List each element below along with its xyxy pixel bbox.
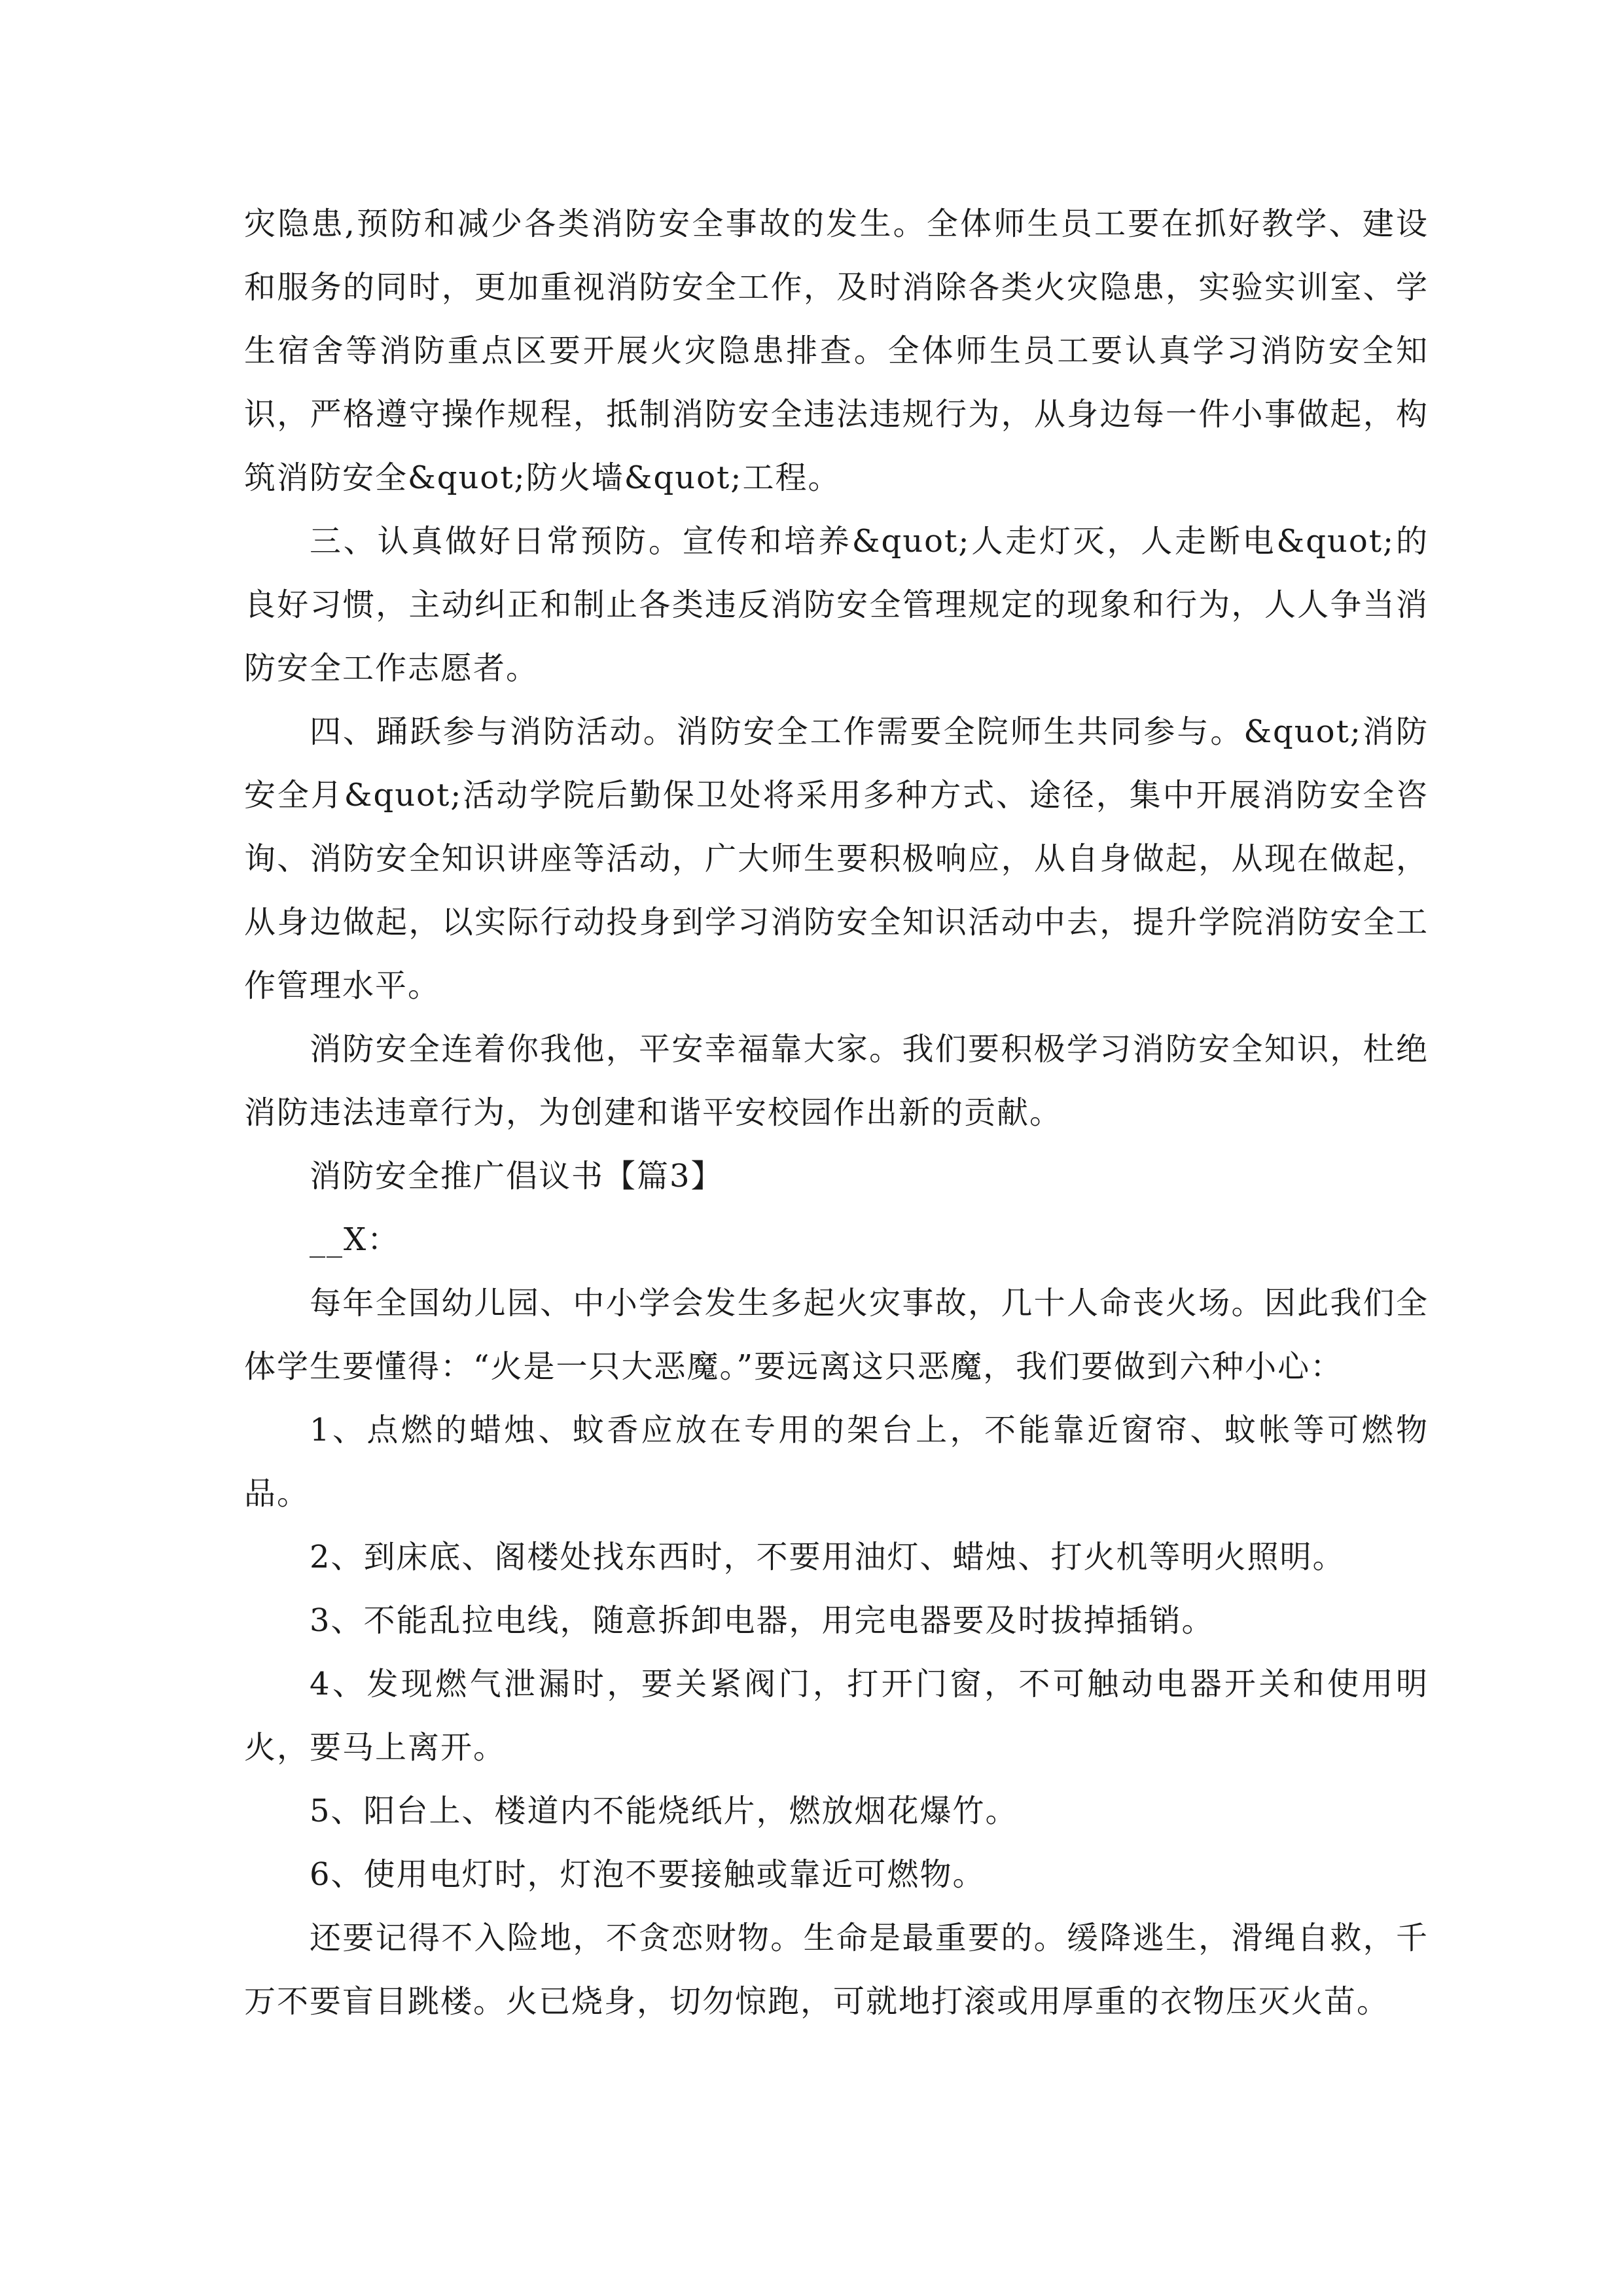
list-item: 5、阳台上、楼道内不能烧纸片，燃放烟花爆竹。 (310, 1793, 1018, 1829)
list-item: 3、不能乱拉电线，随意拆卸电器，用完电器要及时拔掉插销。 (310, 1602, 1215, 1639)
paragraph-closing: 消防安全连着你我他，平安幸福靠大家。我们要积极学习消防安全知识，杜绝消防违法违章行为，为创建和谐平安校园作出新的贡献。 (244, 1031, 1429, 1131)
document-body (244, 192, 1429, 2034)
list-item: 6、使用电灯时，灯泡不要接触或靠近可燃物。 (310, 1856, 986, 1893)
paragraph-continued: 灾隐患,预防和减少各类消防安全事故的发生。全体师生员工要在抓好教学、建设和服务的同时，更加重视消防安全工作，及时消除各类火灾隐患，实验实训室、学生宿舍等消防重点区要开展火灾隐患排查。全体师生员工要认真学习消防安全知识，严格遵守操作规程，抵制消防安全违法违规行为，从身边每一件小事做起，构筑消防安全&quot;防火墙&quot;工程。 (244, 206, 1429, 496)
paragraph-final: 还要记得不入险地，不贪恋财物。生命是最重要的。缓降逃生，滑绳自救，千万不要盲目跳楼。火已烧身，切勿惊跑，可就地打滚或用厚重的衣物压灭火苗。 (244, 1920, 1429, 2020)
list-item: 1、点燃的蜡烛、蚊香应放在专用的架台上，不能靠近窗帘、蚊帐等可燃物品。 (244, 1412, 1429, 1512)
list-item: 2、到床底、阁楼处找东西时，不要用油灯、蜡烛、打火机等明火照明。 (310, 1539, 1346, 1575)
paragraph-point-three: 三、认真做好日常预防。宣传和培养&quot;人走灯灭，人走断电&quot;的良好习惯，主动纠正和制止各类违反消防安全管理规定的现象和行为，人人争当消防安全工作志愿者。 (244, 523, 1429, 687)
salutation: __X： (310, 1221, 401, 1258)
list-item: 4、发现燃气泄漏时，要关紧阀门，打开门窗，不可触动电器开关和使用明火，要马上离开。 (244, 1666, 1429, 1766)
paragraph-point-four: 四、踊跃参与消防活动。消防安全工作需要全院师生共同参与。&quot;消防安全月&quot;活动学院后勤保卫处将采用多种方式、途径，集中开展消防安全咨询、消防安全知识讲座等活动，广大师生要积极响应，从自身做起，从现在做起，从身边做起，以实际行动投身到学习消防安全知识活动中去，提升学院消防安全工作管理水平。 (244, 713, 1429, 1004)
paragraph-intro: 每年全国幼儿园、中小学会发生多起火灾事故，几十人命丧火场。因此我们全体学生要懂得：“火是一只大恶魔。”要远离这只恶魔，我们要做到六种小心： (244, 1285, 1429, 1385)
section-heading: 消防安全推广倡议书【篇3】 (310, 1158, 724, 1194)
